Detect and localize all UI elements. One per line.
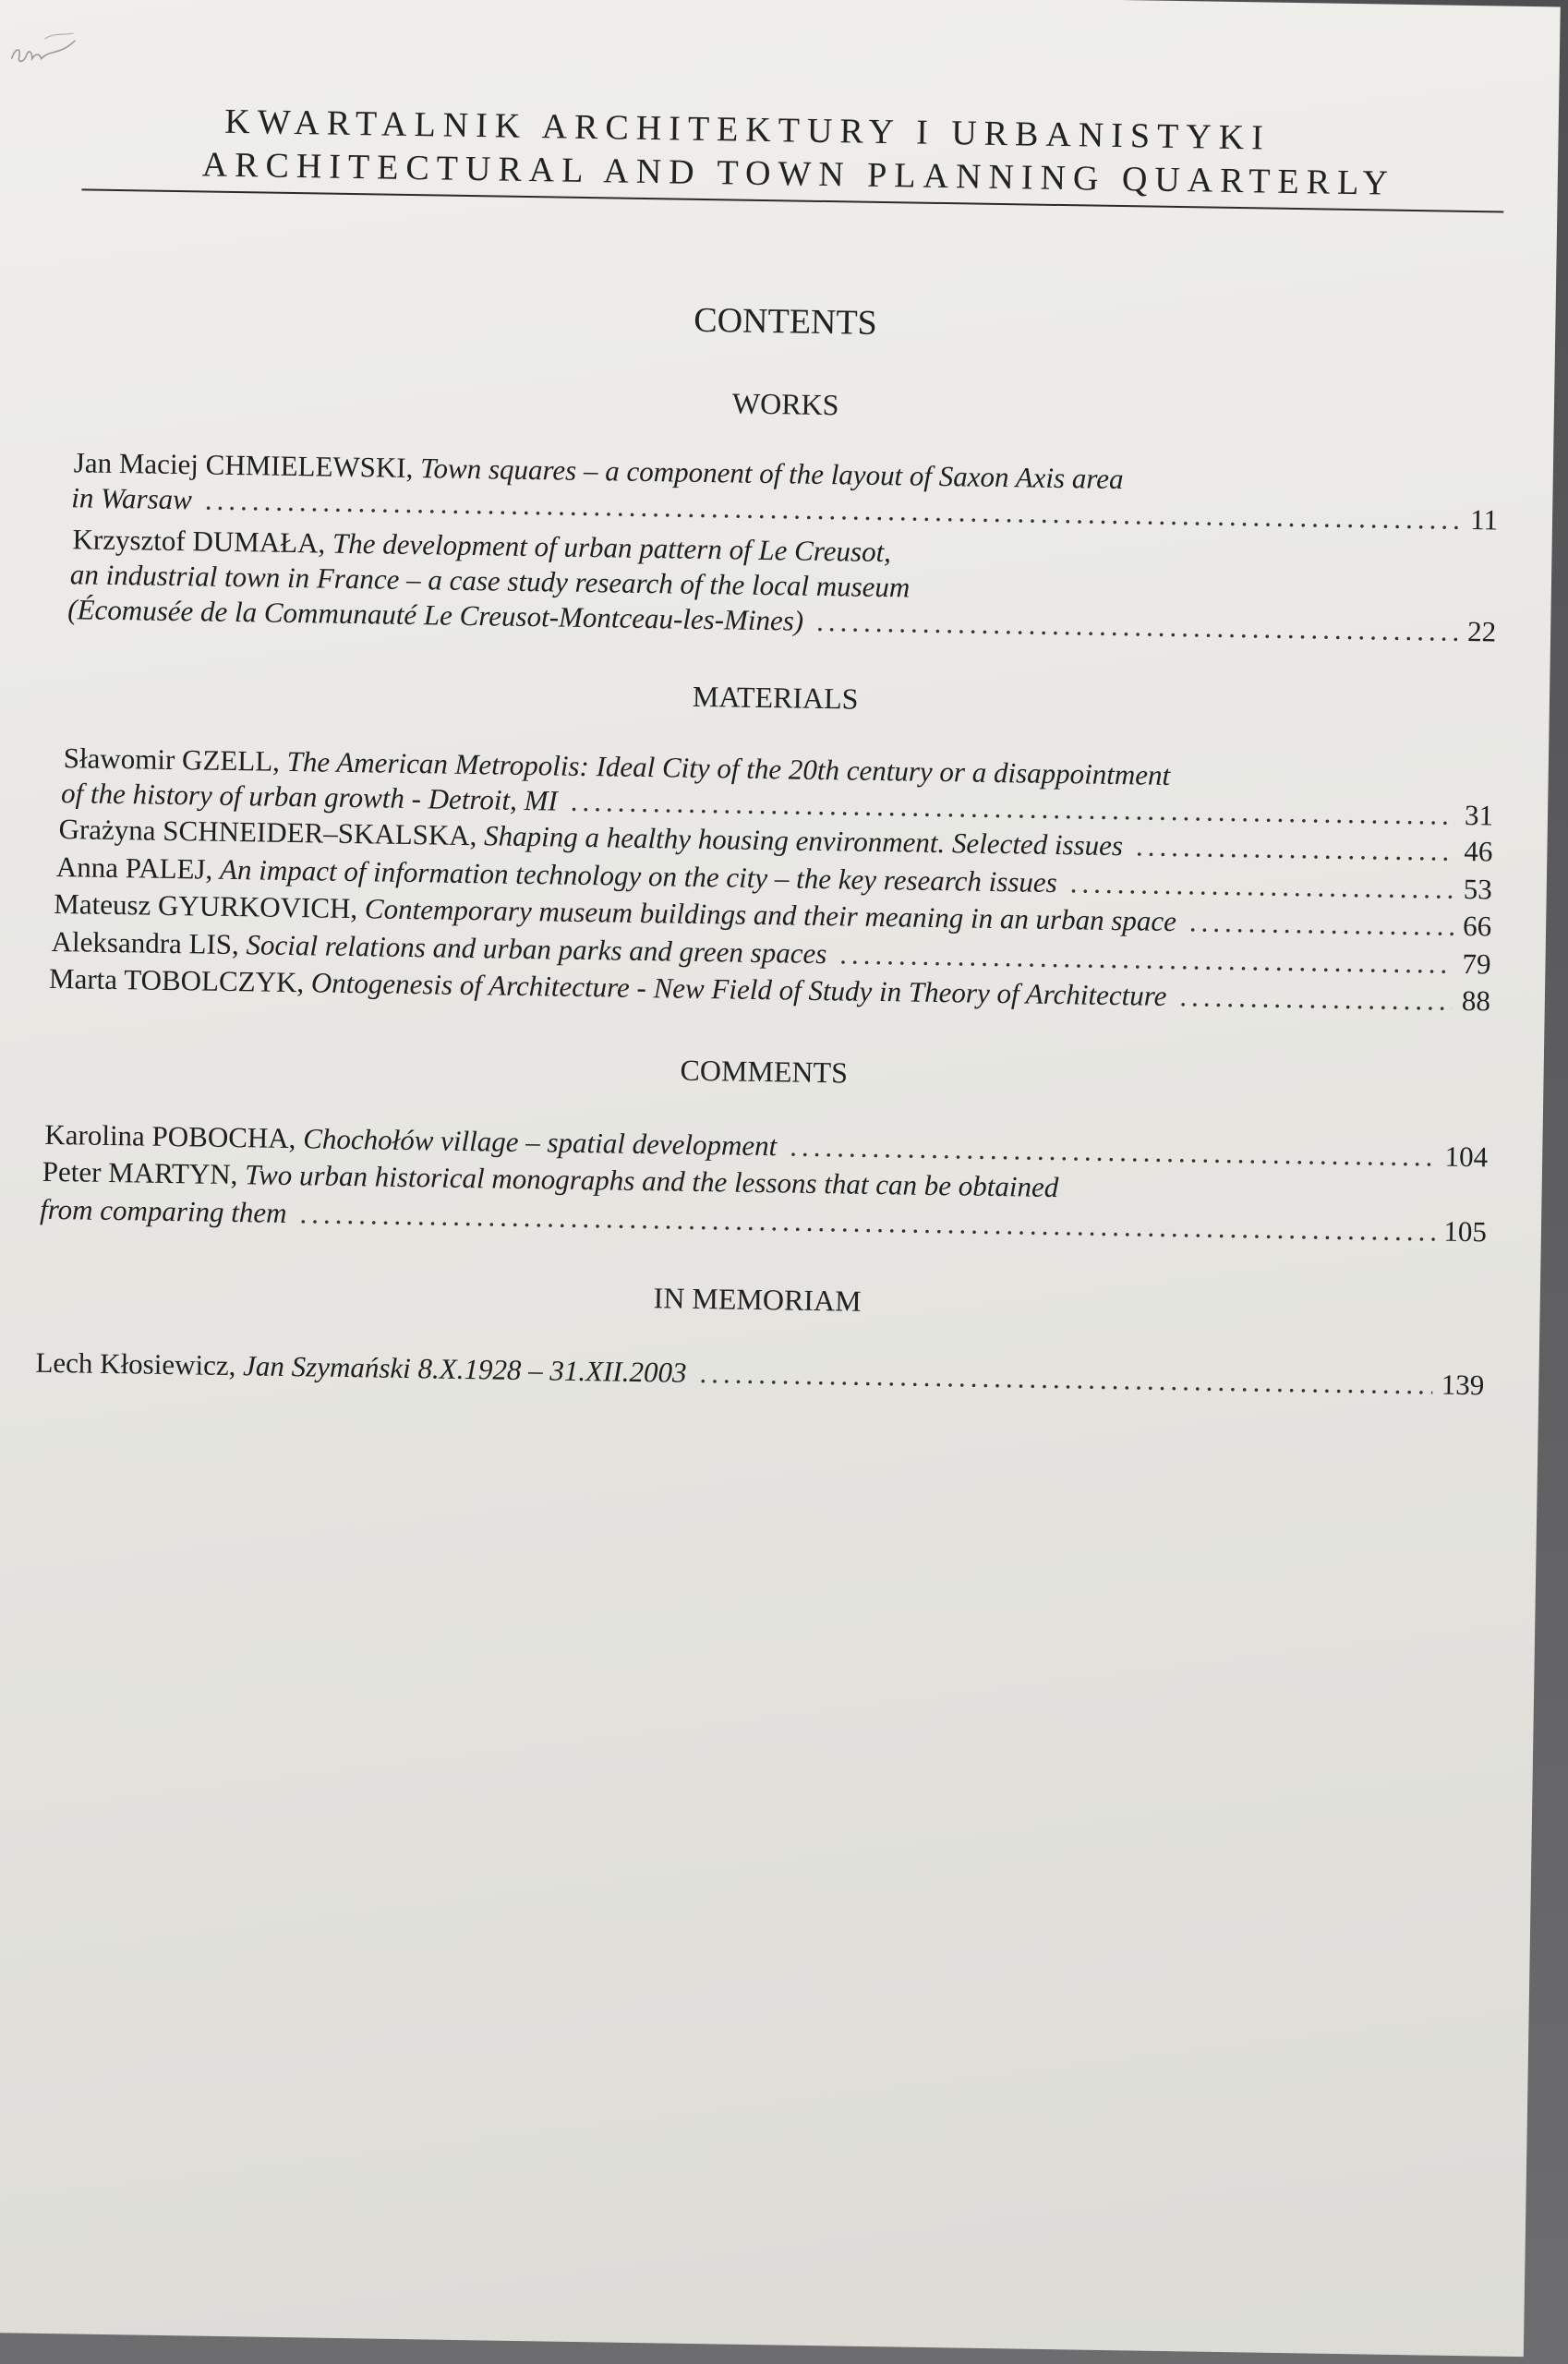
page-number: 22 [1466, 614, 1497, 648]
dot-leader [1179, 979, 1453, 1019]
dot-leader [1136, 828, 1455, 868]
entry-author: Aleksandra LIS, [51, 924, 240, 961]
entry-title: Contemporary museum buildings and their meaning in an urban space [364, 892, 1177, 938]
pencil-mark-scribble [8, 30, 83, 70]
entry-title: (Écomusée de la Communauté Le Creusot-Montceau-les-Mines) [67, 593, 804, 637]
entry-title: Jan Szymański 8.X.1928 – 31.XII.2003 [242, 1349, 687, 1389]
entry-author: Jan Maciej CHMIELEWSKI, [73, 446, 414, 485]
page-number: 139 [1441, 1368, 1485, 1402]
entry-author: Lech Kłosiewicz, [35, 1345, 236, 1382]
page-number: 88 [1461, 983, 1491, 1018]
dot-leader [299, 1196, 1434, 1248]
section-heading-comments: COMMENTS [680, 1053, 849, 1090]
page-content [0, 1, 1514, 2333]
entry-author: Peter MARTYN, [42, 1154, 238, 1191]
entry-title: Town squares – a component of the layout of Saxon Axis area [419, 452, 1124, 496]
masthead-title-english: ARCHITECTURAL AND TOWN PLANNING QUARTERLY [201, 145, 1396, 203]
entry-author: Grażyna SCHNEIDER–SKALSKA, [58, 813, 477, 852]
page-number: 46 [1464, 834, 1493, 868]
contents-heading: CONTENTS [694, 300, 878, 343]
section-heading-materials: MATERIALS [692, 679, 859, 716]
entry-title: Two urban historical monographs and the lessons that can be obtained [244, 1158, 1059, 1204]
toc-entry-dumala-title-line-2: an industrial town in France – a case study research of the local museum [69, 558, 911, 604]
dot-leader [699, 1356, 1432, 1402]
page-number: 104 [1444, 1140, 1489, 1174]
entry-author: Mateusz GYURKOVICH, [54, 886, 358, 925]
entry-author: Karolina POBOCHA, [44, 1117, 296, 1155]
entry-author: Anna PALEJ, [55, 850, 213, 886]
entry-title: of the history of urban growth - Detroit, MI [60, 777, 559, 817]
entry-author: Sławomir GZELL, [63, 742, 281, 778]
page-number: 11 [1469, 503, 1499, 537]
masthead-title-polish: KWARTALNIK ARCHITEKTURY I URBANISTYKI [224, 102, 1272, 158]
entry-title: Shaping a healthy housing environment. Selected issues [483, 819, 1124, 862]
page-number: 105 [1443, 1214, 1488, 1248]
dot-leader [1189, 904, 1454, 943]
dot-leader [816, 604, 1459, 649]
entry-author: Krzysztof DUMAŁA, [72, 523, 326, 560]
toc-entry-klosiewicz[interactable] [35, 1345, 1484, 1404]
entry-title: Social relations and urban parks and green spaces [246, 928, 827, 971]
dot-leader [1069, 865, 1454, 907]
entry-title: in Warsaw [70, 481, 193, 516]
entry-title: The American Metropolis: Ideal City of the 20th century or a disappointment [286, 744, 1171, 791]
page-number: 31 [1464, 798, 1494, 832]
entry-author: Marta TOBOLCZYK, [48, 961, 305, 999]
section-heading-works: WORKS [731, 386, 839, 422]
entry-title: Ontogenesis of Architecture - New Field of Study in Theory of Architecture [310, 966, 1167, 1012]
toc-entry-martyn-end[interactable] [40, 1192, 1487, 1250]
page-number: 79 [1462, 947, 1491, 981]
entry-title: An impact of information technology on the city – the key research issues [219, 852, 1058, 899]
entry-title: from comparing them [39, 1192, 287, 1229]
section-heading-in-memoriam: IN MEMORIAM [653, 1281, 862, 1318]
page-number: 66 [1462, 909, 1492, 943]
entry-title: Chochołów village – spatial development [302, 1122, 778, 1163]
page-number: 53 [1463, 872, 1493, 906]
entry-title: The development of urban pattern of Le Creusot, [332, 526, 892, 569]
